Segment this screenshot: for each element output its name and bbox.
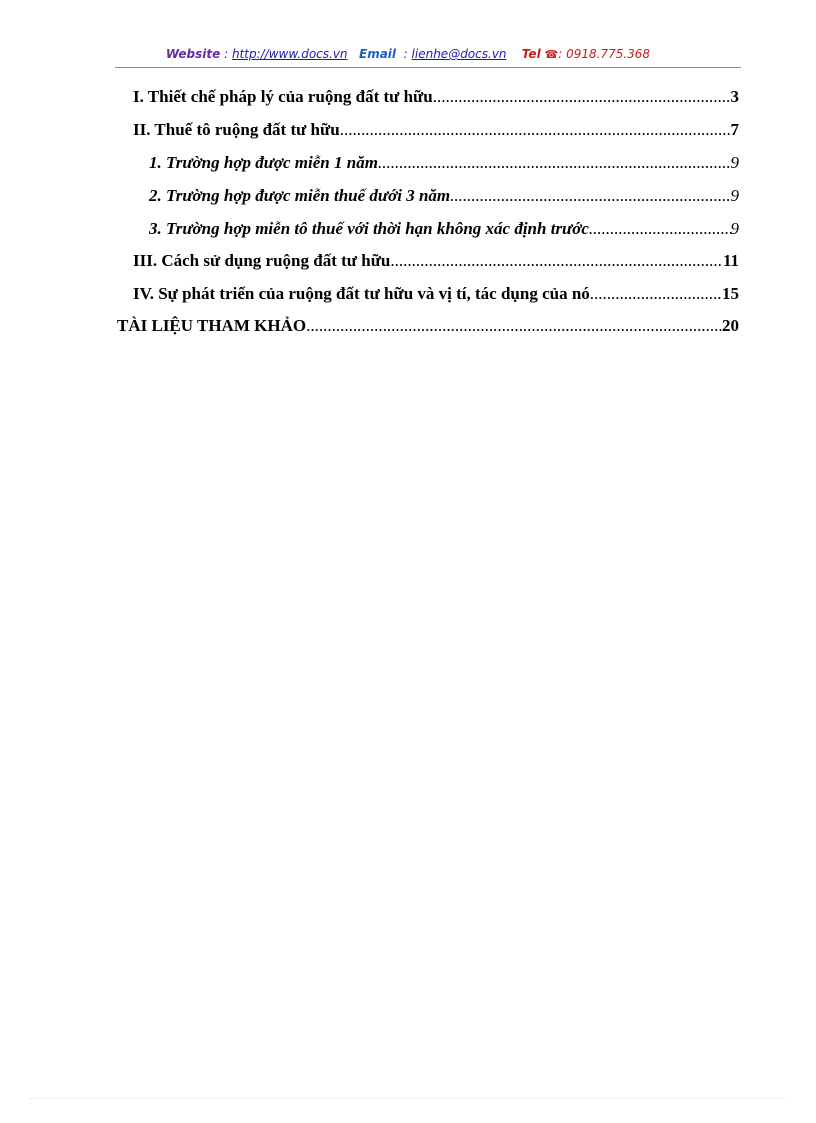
footer-divider: [30, 1098, 786, 1099]
toc-entry-title: III. Cách sử dụng ruộng đất tư hữu: [133, 251, 391, 270]
toc-leader: [590, 284, 722, 304]
toc-entry-page: 11: [722, 251, 739, 270]
toc-entry-page: 20: [722, 316, 739, 335]
toc-entry[interactable]: [133, 284, 739, 310]
toc-leader: [433, 87, 731, 107]
toc-entry-title: I. Thiết chế pháp lý của ruộng đất tư hữu: [133, 87, 433, 106]
toc-leader: [378, 153, 731, 173]
website-colon: :: [224, 47, 229, 61]
toc-entry-page: 9: [730, 153, 739, 172]
toc-leader: [450, 186, 730, 206]
toc-entry-page: 3: [730, 87, 739, 106]
toc-entry[interactable]: [149, 186, 739, 212]
toc-entry-page: 7: [730, 120, 739, 139]
toc-entry-title: IV. Sự phát triển của ruộng đất tư hữu và vị tí, tác dụng của nó: [133, 284, 590, 303]
toc-entry-page: 15: [722, 284, 739, 303]
tel-label: Tel: [521, 47, 541, 61]
website-label: Website: [165, 47, 221, 61]
toc-leader: [306, 316, 722, 336]
page-header: [0, 47, 816, 61]
toc-entry-page: 9: [730, 219, 739, 238]
toc-entry-title: 2. Trường hợp được miễn thuế dưới 3 năm: [149, 186, 451, 205]
website-link[interactable]: http://www.docs.vn: [231, 47, 348, 61]
email-label: Email: [359, 47, 397, 61]
toc-entry[interactable]: [133, 87, 739, 113]
toc-entry[interactable]: [149, 153, 739, 179]
toc-leader: [589, 219, 731, 239]
toc-entry[interactable]: [149, 219, 739, 245]
toc-entry-page: 9: [730, 186, 739, 205]
toc-entry-title: II. Thuế tô ruộng đất tư hữu: [133, 120, 340, 139]
toc-entry[interactable]: [133, 251, 739, 277]
tel-value: : 0918.775.368: [558, 47, 651, 61]
email-colon: :: [403, 47, 408, 61]
toc-entry[interactable]: [117, 316, 739, 342]
header-divider: [115, 67, 741, 68]
toc-entry[interactable]: [133, 120, 739, 146]
toc-entry-title: 3. Trường hợp miễn tô thuế với thời hạn không xác định trước: [149, 219, 589, 238]
toc-entry-title: TÀI LIỆU THAM KHẢO: [117, 316, 307, 335]
phone-icon: ☎: [544, 48, 559, 61]
toc-leader: [390, 251, 723, 271]
email-link[interactable]: lienhe@docs.vn: [411, 47, 507, 61]
toc-entry-title: 1. Trường hợp được miễn 1 năm: [149, 153, 378, 172]
toc-leader: [340, 120, 731, 140]
